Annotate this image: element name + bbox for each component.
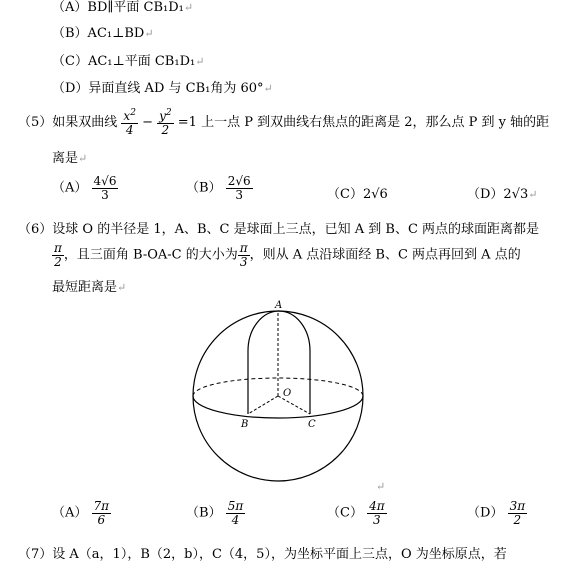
q4-option-d: （D）异面直线 AD 与 CB₁角为 60°↵ [52, 81, 273, 96]
label-o: O [283, 388, 292, 399]
q6-option-c: （C） $\frac{4\pi}{3}$ [327, 499, 385, 527]
arc-a-b-c [248, 311, 310, 414]
q6-option-d: （D） $\frac{3\pi}{2}$ [467, 499, 526, 527]
q5-stem-line2: 离是↵ [52, 151, 88, 166]
label-c: C [308, 419, 316, 430]
label-b: B [241, 419, 249, 430]
label-a: A [275, 300, 283, 311]
q6-stem-line2: $\frac{\pi}{2}$ ，且三面角 B-OA-C 的大小为 $\frac{\pi}{3}$ ，则从 A 点沿球面经 B、C 两点再回到 A 点的 [54, 241, 521, 269]
q6-stem-line3: 最短距离是↵ [52, 280, 127, 295]
q6-option-b: （B） $\frac{5\pi}{4}$ [186, 499, 244, 527]
radius-ob [248, 396, 278, 414]
q6-stem-line1: （6）设球 O 的半径是 1，A、B、C 是球面上三点，已知 A 到 B、C 两点的球面距离都是 [18, 222, 540, 237]
q5-option-c: （C）2√6 [327, 187, 388, 202]
q4-option-b: （B）AC₁⊥BD↵ [52, 26, 154, 41]
sphere-figure [186, 296, 406, 496]
q5-option-b: （B） $\frac{2√6}{3}$ [186, 174, 251, 202]
q7-stem-line1: （7）设 A（a，1），B（2，b），C（4，5），为坐标平面上三点，O 为坐标原点，若 [18, 547, 507, 562]
q5-stem-line1: （5）如果双曲线 $\frac{x^2}{4}$ − $\frac{y^2}{2}$ =1 上一点 P 到双曲线右焦点的距离是 2，那么点 P 到 y 轴的距 [18, 108, 550, 137]
q6-option-a: （A） $\frac{7\pi}{6}$ [52, 499, 110, 527]
q4-option-a: （A）BD∥平面 CB₁D₁↵ [52, 0, 194, 15]
q5-option-d: （D）2√3↵ [467, 187, 538, 202]
q5-option-a: （A） $\frac{4√6}{3}$ [52, 174, 117, 202]
equator-front [193, 396, 363, 418]
q5-fraction-x2-4: $\frac{x^2}{4}$ [123, 108, 136, 137]
q5-fraction-y2-2: $\frac{y^2}{2}$ [159, 108, 172, 137]
q4-option-c: （C）AC₁⊥平面 CB₁D₁↵ [52, 54, 205, 69]
figure-return-mark: ↵ [376, 480, 386, 493]
